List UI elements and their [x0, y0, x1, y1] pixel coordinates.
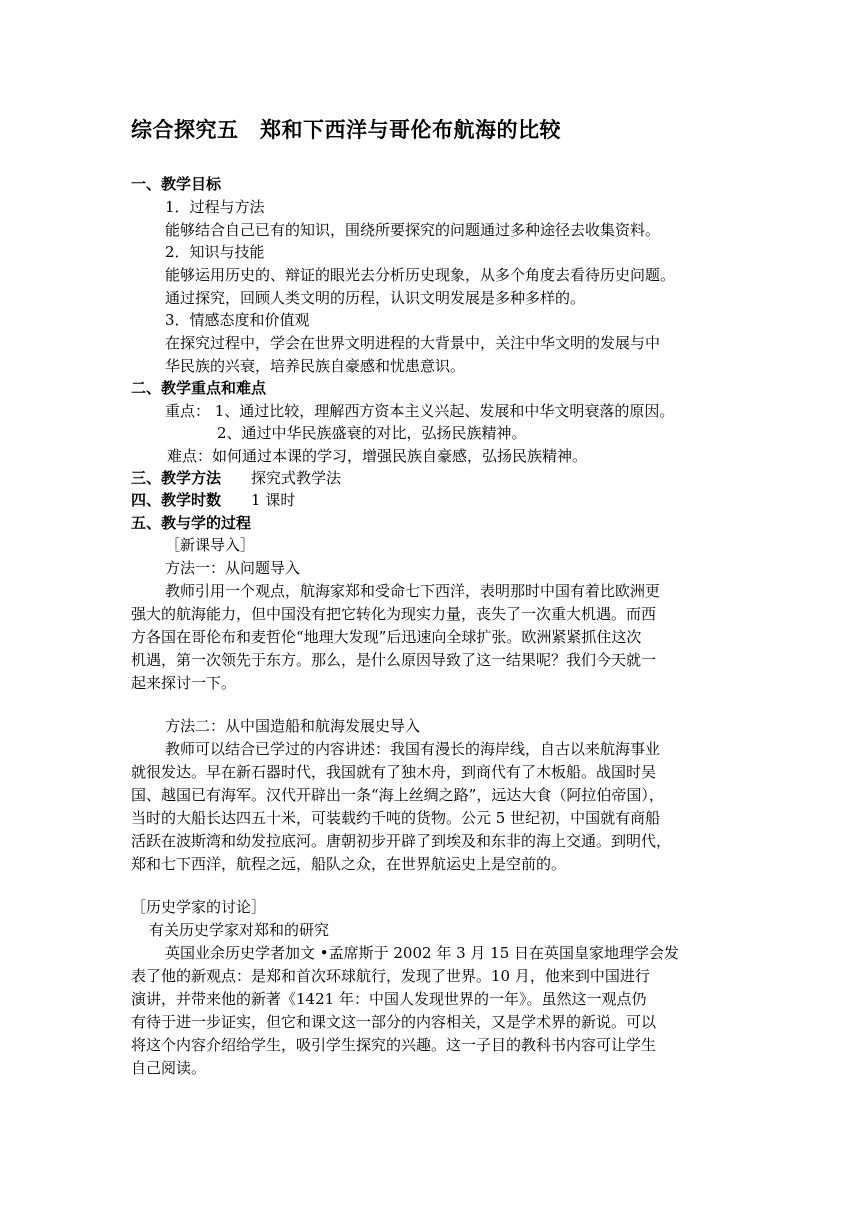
historians-line-1: 英国业余历史学者加文 •孟席斯于 2002 年 3 月 15 日在英国皇家地理学会发	[165, 944, 680, 962]
historians-line-6: 自己阅读。	[131, 1059, 207, 1077]
section-heading-key-points: 二、教学重点和难点	[131, 379, 267, 397]
objective-3-line-1: 在探究过程中，学会在世界文明进程的大背景中，关注中华文明的发展与中	[165, 334, 661, 352]
method-2-line-6: 郑和七下西洋，航程之远，船队之众，在世界航运史上是空前的。	[131, 855, 567, 873]
difficulty: 难点：如何通过本课的学习，增强民族自豪感，弘扬民族精神。	[167, 447, 588, 465]
method-2-line-1: 教师可以结合已学过的内容讲述：我国有漫长的海岸线，自古以来航海事业	[165, 740, 661, 758]
historians-subheading: 有关历史学家对郑和的研究	[149, 921, 330, 939]
objective-2-line-2: 通过探究，回顾人类文明的历程，认识文明发展是多种多样的。	[165, 289, 586, 307]
historians-line-3: 演讲，并带来他的新著《1421 年：中国人发现世界的一年》。虽然这一观点仍	[131, 990, 647, 1008]
method-1-line-4: 机遇，第一次领先于东方。那么，是什么原因导致了这一结果呢？我们今天就一	[131, 651, 657, 669]
teaching-hours-value: 1 课时	[251, 491, 296, 509]
method-1-line-3: 方各国在哥伦布和麦哲伦“地理大发现”后迅速向全球扩张。欧洲紧紧抓住这次	[131, 628, 642, 646]
objective-2-heading: 2．知识与技能	[165, 243, 265, 261]
section-heading-method: 三、教学方法	[131, 469, 222, 487]
objective-3-heading: 3．情感态度和价值观	[165, 311, 310, 329]
method-1-line-2: 强大的航海能力，但中国没有把它转化为现实力量，丧失了一次重大机遇。而西	[131, 605, 657, 623]
teaching-method-row	[131, 467, 341, 489]
key-point-1: 重点： 1、通过比较，理解西方资本主义兴起、发展和中华文明衰落的原因。	[165, 402, 675, 420]
method-2-line-5: 活跃在波斯湾和幼发拉底河。唐朝初步开辟了到埃及和东非的海上交通。到明代，	[131, 832, 672, 850]
objective-3-line-2: 华民族的兴衰，培养民族自豪感和忧患意识。	[165, 357, 466, 375]
document-title: 综合探究五 郑和下西洋与哥伦布航海的比较	[131, 118, 561, 142]
section-heading-objectives: 一、教学目标	[131, 175, 222, 193]
method-2-heading: 方法二：从中国造船和航海发展史导入	[165, 717, 421, 735]
section-heading-hours: 四、教学时数	[131, 491, 222, 509]
historians-discussion-heading: ［历史学家的讨论］	[131, 898, 267, 916]
method-2-line-4: 当时的大船长达四五十米，可装载约千吨的货物。公元 5 世纪初，中国就有商船	[131, 809, 661, 827]
historians-line-4: 有待于进一步证实，但它和课文这一部分的内容相关，又是学术界的新说。可以	[131, 1013, 657, 1031]
objective-2-line-1: 能够运用历史的、辩证的眼光去分析历史现象，从多个角度去看待历史问题。	[165, 266, 676, 284]
method-2-line-2: 就很发达。早在新石器时代，我国就有了独木舟，到商代有了木板船。战国时吴	[131, 763, 657, 781]
method-2-line-3: 国、越国已有海军。汉代开辟出一条“海上丝绸之路”，远达大食（阿拉伯帝国），	[131, 786, 664, 804]
teaching-hours-row	[131, 489, 295, 511]
section-heading-process: 五、教与学的过程	[131, 514, 252, 532]
objective-1-heading: 1．过程与方法	[165, 198, 265, 216]
method-1-line-5: 起来探讨一下。	[131, 674, 237, 692]
historians-line-2: 表了他的新观点：是郑和首次环球航行，发现了世界。10 月，他来到中国进行	[131, 967, 650, 985]
teaching-method-value: 探究式教学法	[251, 469, 342, 487]
objective-1-text: 能够结合自己已有的知识，围绕所要探究的问题通过多种途径去收集资料。	[165, 221, 661, 239]
method-1-heading: 方法一：从问题导入	[165, 559, 301, 577]
new-lesson-intro-heading: ［新课导入］	[165, 536, 256, 554]
method-1-line-1: 教师引用一个观点，航海家郑和受命七下西洋，表明那时中国有着比欧洲更	[165, 582, 661, 600]
historians-line-5: 将这个内容介绍给学生，吸引学生探究的兴趣。这一子目的教科书内容可让学生	[131, 1036, 657, 1054]
key-point-2: 2、通过中华民族盛衰的对比，弘扬民族精神。	[217, 424, 527, 442]
